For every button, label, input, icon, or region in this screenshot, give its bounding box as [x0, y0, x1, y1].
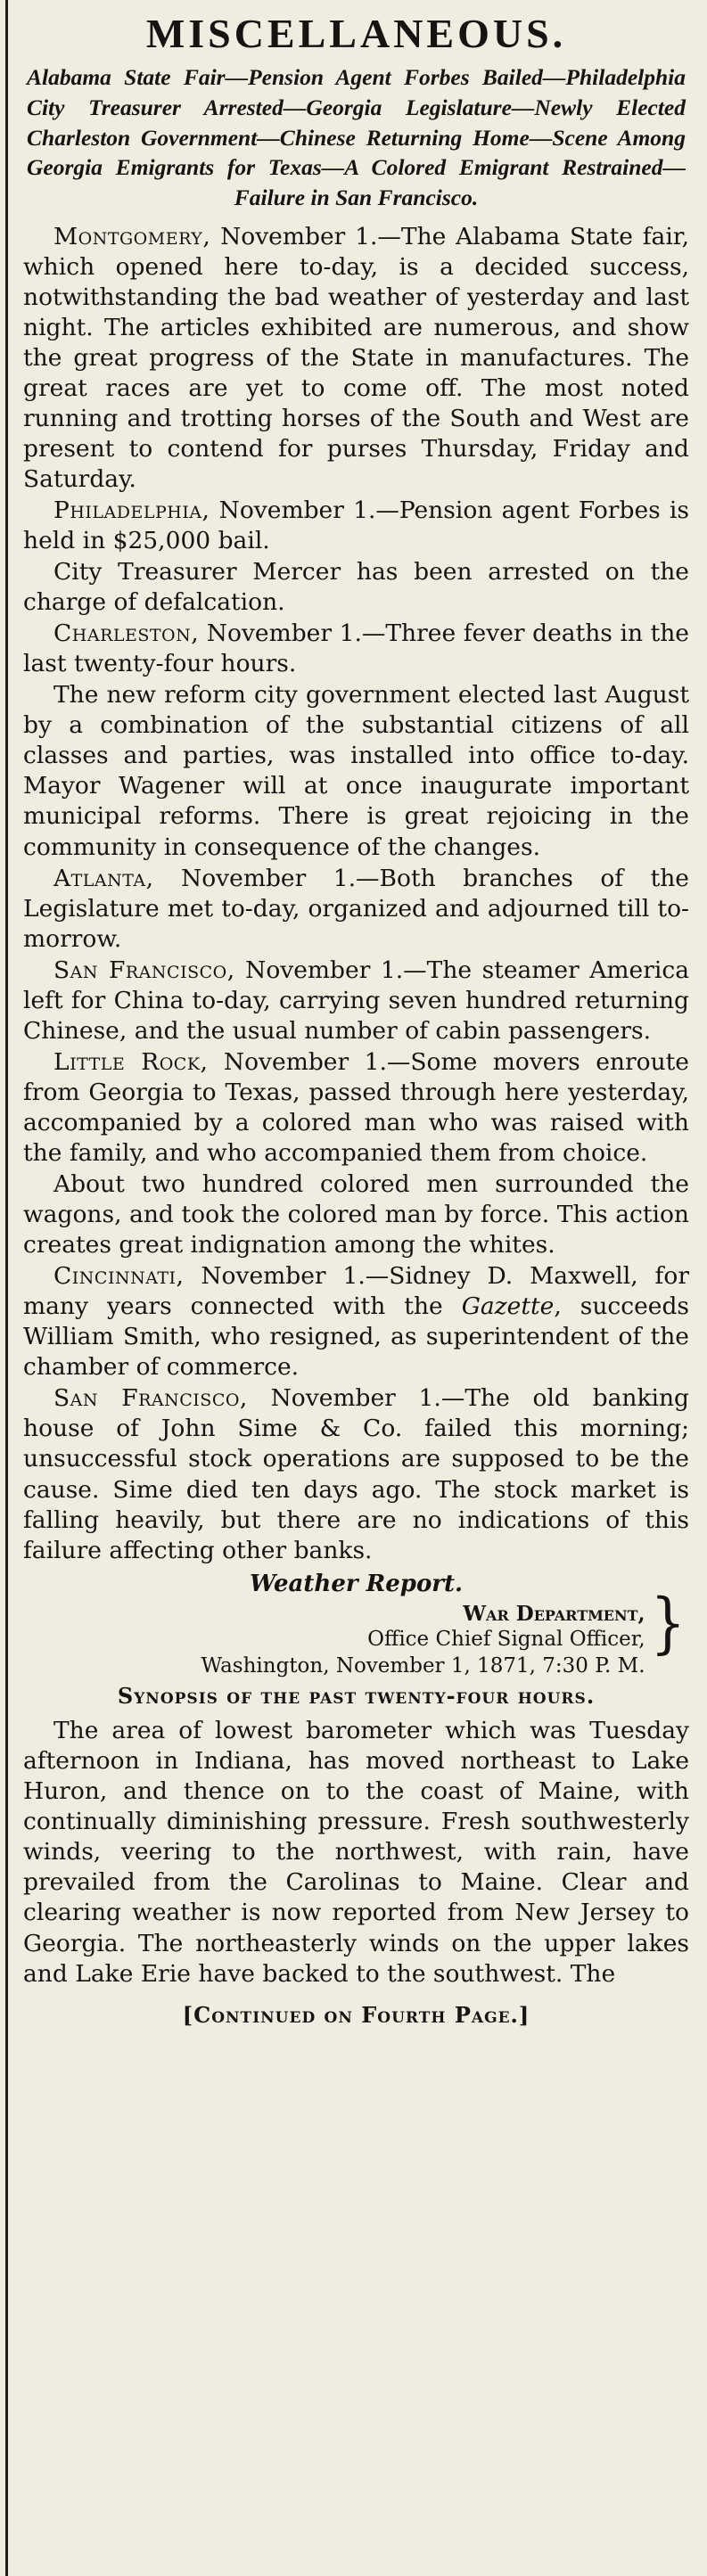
column-rule	[5, 0, 8, 2576]
article-body	[23, 222, 689, 2030]
dateline: Montgomery,	[53, 222, 211, 250]
article-paragraph	[23, 222, 689, 495]
dateline: Philadelphia,	[53, 496, 210, 524]
paragraph-text: November 1.—Three fever deaths in the last twenty-four hours.	[23, 619, 689, 678]
section-title: MISCELLANEOUS.	[145, 11, 567, 56]
article-paragraph	[23, 1261, 689, 1382]
paragraph-text: November 1.—The Alabama State fair, which opened here to-day, is a decided success, notwithstanding the bad weather of yesterday and last night. The articles exhibited are numerous, and show the great progress of the State in manufactures. The great races are yet to come off. The most noted running and trotting horses of the South and West are present to contend for purses Thursday, Friday and Saturday.	[23, 222, 689, 493]
dateline: Cincinnati,	[53, 1262, 185, 1291]
paragraph-text: November 1.—Some movers enroute from Georgia to Texas, passed through here yesterday, accompanied by a colored man who was raised with the family, and who accompanied them from choice.	[23, 1047, 689, 1167]
article-paragraph	[23, 680, 689, 862]
dateline: San Francisco,	[53, 1384, 248, 1413]
newspaper-name: Gazette	[461, 1292, 555, 1321]
dateline: Little Rock,	[53, 1047, 209, 1076]
paragraph-text: November 1.—Pension agent Forbes is held in $25,000 bail.	[23, 496, 689, 555]
article-paragraph	[23, 619, 689, 679]
article-paragraph	[23, 557, 689, 618]
paragraph-text: City Treasurer Mercer has been arrested on the charge of defalcation.	[23, 558, 689, 617]
paragraph-text: November 1.—The old banking house of John Sime & Co. failed this morning; unsuccessful stock operations are supposed to be the cause. Sime died ten days ago. The stock market is falling heavily, but there are no indications of this failure affecting other banks.	[23, 1384, 690, 1564]
dateline: Atlanta,	[53, 864, 154, 892]
paragraph-text: , succeeds William Smith, who resigned, as superintendent of the chamber of commerce.	[23, 1292, 690, 1382]
paragraph-text: About two hundred colored men surrounded the wagons, and took the colored man by force. This action creates great indignation among the whites.	[23, 1170, 689, 1259]
dept-line: Washington, November 1, 1871, 7:30 P. M.	[201, 1653, 645, 1678]
paragraph-text: November 1.—Both branches of the Legislature met to-day, organized and adjourned till to-morrow.	[23, 864, 689, 953]
dept-line: Office Chief Signal Officer,	[367, 1628, 645, 1652]
weather-paragraph: The area of lowest barometer which was Tuesday afternoon in Indiana, has moved northeast to Lake Huron, and thence on to the coast of Maine, with continually diminishing pressure. Fresh southwesterly winds, veering to the northwest, with rain, have prevailed from the Carolinas to Maine. Clear and clearing weather is now reported from New Jersey to Georgia. The northeasterly winds on the upper lakes and Lake Erie have backed to the southwest. The	[23, 1717, 689, 1988]
article-paragraph	[23, 956, 689, 1046]
article-paragraph	[23, 1047, 689, 1169]
dept-line: War Department,	[463, 1602, 645, 1627]
weather-report-heading: Weather Report.	[249, 1570, 464, 1597]
paragraph-text: November 1.—Sidney D. Maxwell, for many years connected with the	[23, 1262, 689, 1321]
brace-glyph: }	[650, 1583, 686, 1662]
article-paragraph	[23, 864, 689, 955]
article-paragraph	[23, 1169, 689, 1260]
headline-deck: Alabama State Fair—Pension Agent Forbes Bailed—Philadelphia City Treasurer Arrested—Georgia Legislature—Newly Elected Charleston Government—Chinese Returning Home—Scene Among Georgia Emigrants for Texas—A Colored Emigrant Restrained—Failure in San Francisco.	[27, 64, 686, 210]
continued-notice: [Continued on Fourth Page.]	[182, 2001, 530, 2028]
synopsis-heading: Synopsis of the past twenty-four hours.	[117, 1683, 596, 1710]
dateline: Charleston,	[53, 619, 200, 648]
dateline: San Francisco,	[53, 956, 235, 984]
article-paragraph	[23, 496, 689, 556]
paragraph-text: The new reform city government elected last August by a combination of the substantial citizens of all classes and parties, was installed into office to-day. Mayor Wagener will at once inaugurate important municipal reforms. There is great rejoicing in the community in consequence of the changes.	[23, 681, 689, 861]
article-paragraph	[23, 1383, 689, 1565]
paragraph-text: November 1.—The steamer America left for China to-day, carrying seven hundred returning Chinese, and the usual number of cabin passengers.	[23, 956, 689, 1045]
